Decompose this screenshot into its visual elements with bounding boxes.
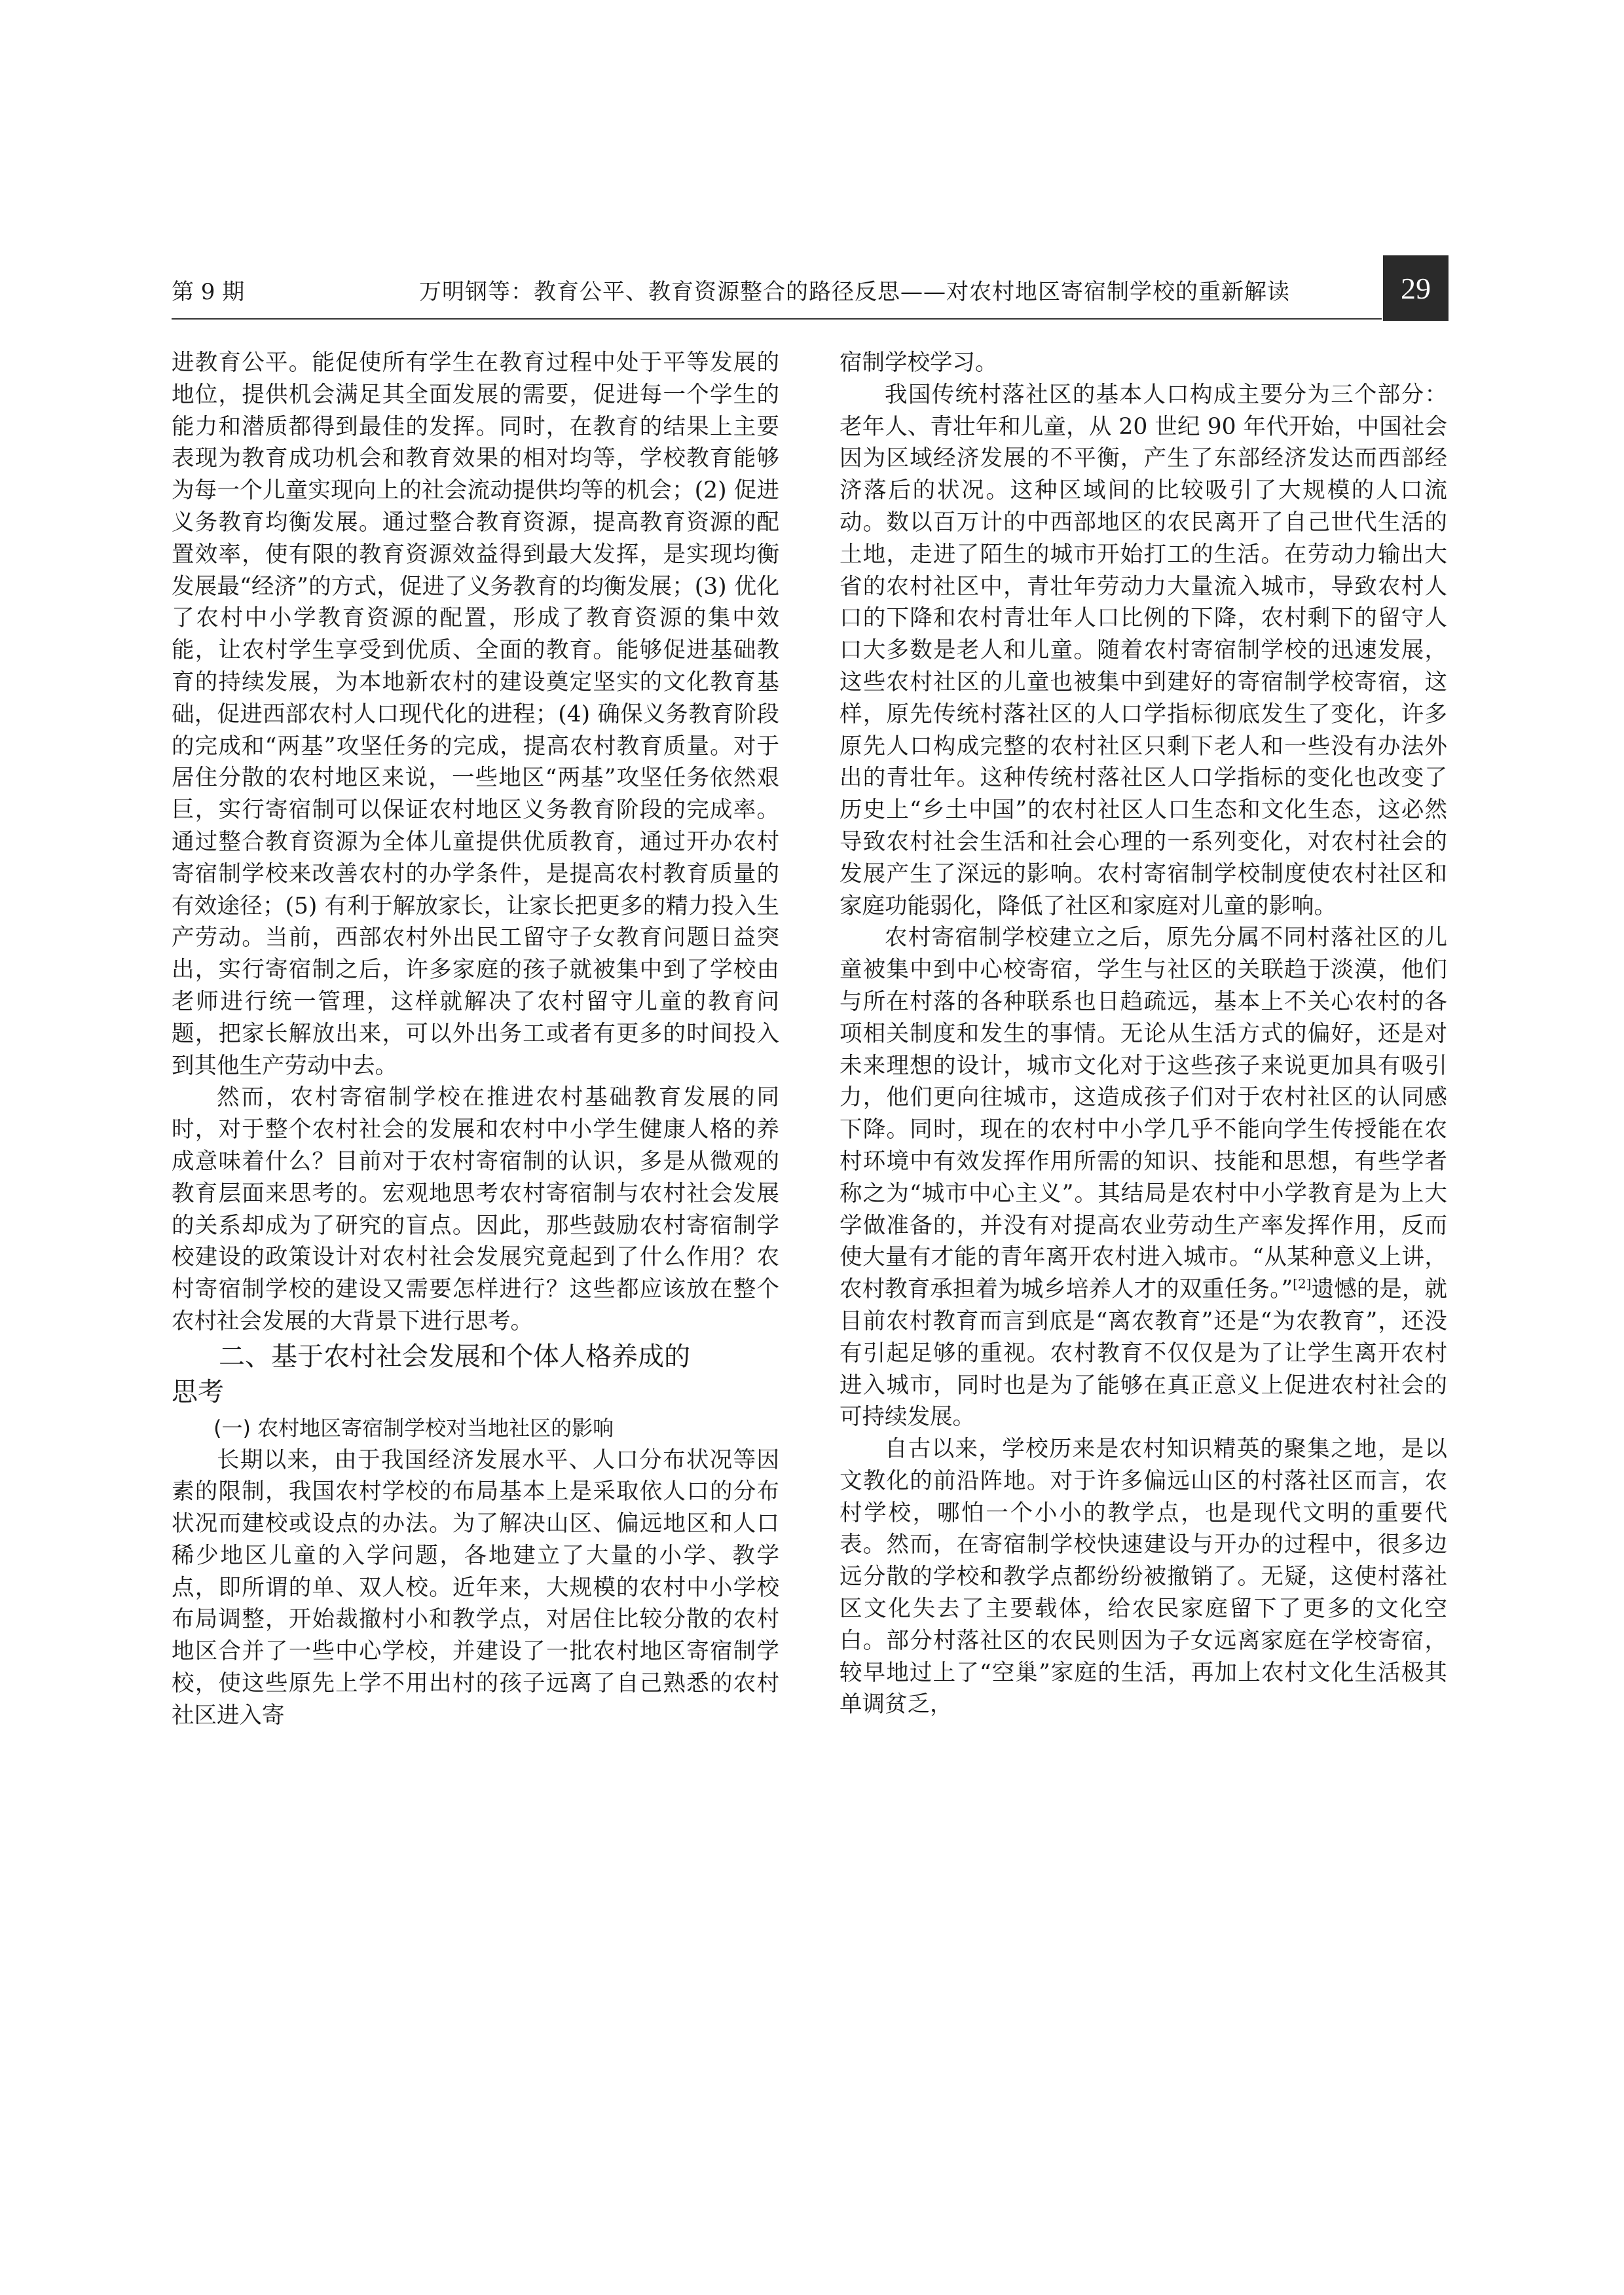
running-title: 万明钢等：教育公平、教育资源整合的路径反思——对农村地区寄宿制学校的重新解读 xyxy=(419,279,1290,305)
paragraph: 进教育公平。能促使所有学生在教育过程中处于平等发展的地位，提供机会满足其全面发展的需要，促进每一个学生的能力和潜质都得到最佳的发挥。同时，在教育的结果上主要表现为教育成功机会和教育效果的相对均等，学校教育能够为每一个儿童实现向上的社会流动提供均等的机会；(2) 促进义务教育均衡发展。通过整合教育资源，提高教育资源的配置效率，使有限的教育资源效益得到最大发挥，是实现均衡发展最“经济”的方式，促进了义务教育的均衡发展；(3) 优化了农村中小学教育资源的配置，形成了教育资源的集中效能，让农村学生享受到优质、全面的教育。能够促进基础教育的持续发展，为本地新农村的建设奠定坚实的文化教育基础，促进西部农村人口现代化的进程；(4) 确保义务教育阶段的完成和“两基”攻坚任务的完成，提高农村教育质量。对于居住分散的农村地区来说，一些地区“两基”攻坚任务依然艰巨，实行寄宿制可以保证农村地区义务教育阶段的完成率。通过整合教育资源为全体儿童提供优质教育，通过开办农村寄宿制学校来改善农村的办学条件，是提高农村教育质量的有效途径；(5) 有利于解放家长，让家长把更多的精力投入生产劳动。当前，西部农村外出民工留守子女教育问题日益突出，实行寄宿制之后，许多家庭的孩子就被集中到了学校由老师进行统一管理，这样就解决了农村留守儿童的教育问题，把家长解放出来，可以外出务工或者有更多的时间投入到其他生产劳动中去。 xyxy=(172,350,779,1079)
paragraph-text: 农村寄宿制学校建立之后，原先分属不同村落社区的儿童被集中到中心校寄宿，学生与社区的关联趋于淡漠，他们与所在村落的各种联系也日趋疏远，基本上不关心农村的各项相关制度和发生的事情。无论从生活方式的偏好，还是对未来理想的设计，城市文化对于这些孩子来说更加具有吸引力，他们更向往城市，这造成孩子们对于农村社区的认同感下降。同时，现在的农村中小学几乎不能向学生传授能在农村环境中有效发挥作用所需的知识、技能和思想，有些学者称之为“城市中心主义”。其结局是农村中小学教育是为上大学做准备的，并没有对提高农业劳动生产率发挥作用，反而使大量有才能的青年离开农村进入城市。“从某种意义上讲，农村教育承担着为城乡培养人才的双重任务。” xyxy=(840,925,1447,1303)
section-heading xyxy=(172,1339,779,1410)
paragraph: 然而，农村寄宿制学校在推进农村基础教育发展的同时，对于整个农村社会的发展和农村中小学生健康人格的养成意味着什么？目前对于农村寄宿制的认识，多是从微观的教育层面来思考的。宏观地思考农村寄宿制与农村社会发展的关系却成为了研究的盲点。因此，那些鼓励农村寄宿制学校建设的政策设计对农村社会发展究竟起到了什么作用？农村寄宿制学校的建设又需要怎样进行？这些都应该放在整个农村社会发展的大背景下进行思考。 xyxy=(172,1084,779,1334)
section-heading-line: 二、基于农村社会发展和个体人格养成的 xyxy=(219,1341,690,1372)
paragraph: 长期以来，由于我国经济发展水平、人口分布状况等因素的限制，我国农村学校的布局基本上是采取依人口的分布状况而建校或设点的办法。为了解决山区、偏远地区和人口稀少地区儿童的入学问题，各地建立了大量的小学、教学点，即所谓的单、双人校。近年来，大规模的农村中小学校布局调整，开始裁撤村小和教学点，对居住比较分散的农村地区合并了一些中心学校，并建设了一批农村地区寄宿制学校，使这些原先上学不用出村的孩子远离了自己熟悉的农村社区进入寄 xyxy=(172,1446,779,1729)
header-rule xyxy=(172,318,1382,320)
paragraph: 自古以来，学校历来是农村知识精英的聚集之地，是以文教化的前沿阵地。对于许多偏远山区的村落社区而言，农村学校，哪怕一个小小的教学点，也是现代文明的重要代表。然而，在寄宿制学校快速建设与开办的过程中，很多边远分散的学校和教学点都纷纷被撤销了。无疑，这使村落社区文化失去了主要载体，给农民家庭留下了更多的文化空白。部分村落社区的农民则因为子女远离家庭在学校寄宿，较早地过上了“空巢”家庭的生活，再加上农村文化生活极其单调贫乏， xyxy=(840,1436,1447,1718)
paragraph: 宿制学校学习。 xyxy=(840,350,998,376)
left-column xyxy=(172,347,779,2194)
issue-number: 第 9 期 xyxy=(172,279,245,305)
section-heading-line: 思考 xyxy=(172,1376,224,1407)
paragraph-text: 遗憾的是，就目前农村教育而言到底是“离农教育”还是“为农教育”，还没有引起足够的重视。农村教育不仅仅是为了让学生离开农村进入城市，同时也是为了能够在真正意义上促进农村社会的可持续发展。 xyxy=(840,1276,1447,1431)
subsection-heading: (一) 农村地区寄宿制学校对当地社区的影响 xyxy=(213,1415,614,1441)
paragraph xyxy=(840,922,1447,1433)
page-number: 29 xyxy=(1383,255,1449,321)
citation-ref: [2] xyxy=(1293,1276,1312,1292)
right-column xyxy=(840,347,1447,2194)
paragraph: 我国传统村落社区的基本人口构成主要分为三个部分：老年人、青壮年和儿童，从 20 世纪 90 年代开始，中国社会因为区域经济发展的不平衡，产生了东部经济发达而西部经济落后的状况。这种区域间的比较吸引了大规模的人口流动。数以百万计的中西部地区的农民离开了自己世代生活的土地，走进了陌生的城市开始打工的生活。在劳动力输出大省的农村社区中，青壮年劳动力大量流入城市，导致农村人口的下降和农村青壮年人口比例的下降，农村剩下的留守人口大多数是老人和儿童。随着农村寄宿制学校的迅速发展，这些农村社区的儿童也被集中到建好的寄宿制学校寄宿，这样，原先传统村落社区的人口学指标彻底发生了变化，许多原先人口构成完整的农村社区只剩下老人和一些没有办法外出的青壮年。这种传统村落社区人口学指标的变化也改变了历史上“乡土中国”的农村社区人口生态和文化生态，这必然导致农村社会生活和社会心理的一系列变化，对农村社会的发展产生了深远的影响。农村寄宿制学校制度使农村社区和家庭功能弱化，降低了社区和家庭对儿童的影响。 xyxy=(840,381,1447,919)
